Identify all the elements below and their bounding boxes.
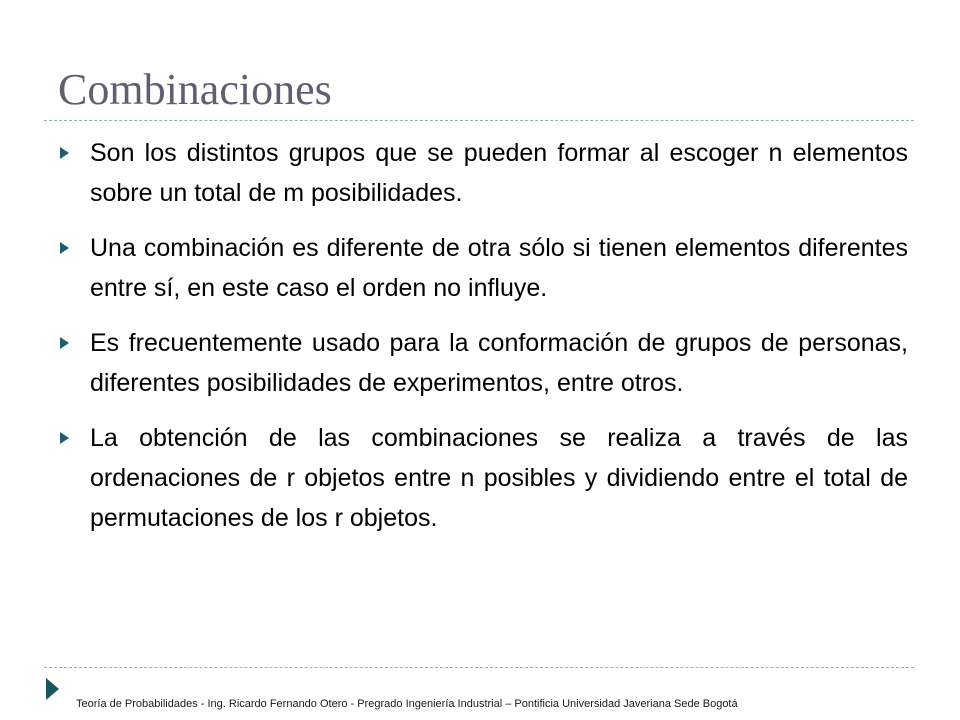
bullet-text: Es frecuentemente usado para la conformación de grupos de personas, diferentes posibilidades de experimentos, entre otros. — [90, 329, 908, 397]
bullet-item — [58, 228, 908, 308]
bullet-item — [58, 133, 908, 213]
bullet-item — [58, 418, 908, 538]
footer-text: Teoría de Probabilidades - Ing. Ricardo Fernando Otero - Pregrado Ingeniería Industrial – Pontificia Universidad Javeriana Sede Bogotá — [76, 698, 738, 710]
footer-divider — [44, 667, 914, 668]
triangle-right-icon — [60, 432, 69, 444]
bullet-list — [58, 133, 908, 553]
bullet-text: Son los distintos grupos que se pueden formar al escoger n elementos sobre un total de m posibilidades. — [90, 139, 908, 207]
bullet-item — [58, 323, 908, 403]
slide-title: Combinaciones — [58, 65, 332, 114]
title-divider — [44, 120, 914, 121]
triangle-right-icon — [60, 242, 69, 254]
triangle-right-icon — [60, 147, 69, 159]
triangle-right-icon — [60, 337, 69, 349]
bullet-text: La obtención de las combinaciones se realiza a través de las ordenaciones de r objetos entre n posibles y dividiendo entre el total de permutaciones de los r objetos. — [90, 424, 908, 532]
footer-arrow-icon — [46, 678, 59, 700]
bullet-text: Una combinación es diferente de otra sólo si tienen elementos diferentes entre sí, en este caso el orden no influye. — [90, 234, 908, 302]
